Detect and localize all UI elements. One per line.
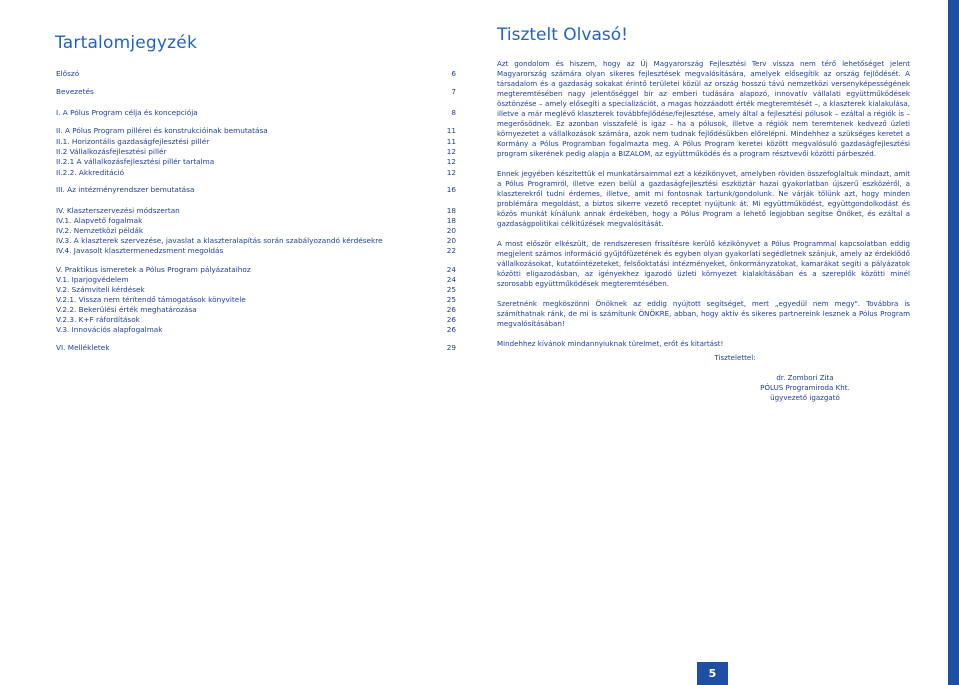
toc-entry-label: V.2.2. Bekerülési érték meghatározása xyxy=(56,305,197,314)
toc-entry-page: 24 xyxy=(446,275,456,284)
toc-entry-label: V.3. Innovációs alapfogalmak xyxy=(56,325,163,334)
toc-entry[interactable] xyxy=(56,206,456,216)
toc-entry[interactable] xyxy=(56,275,456,285)
toc-entry-page: 18 xyxy=(446,206,456,215)
toc-entry[interactable] xyxy=(56,315,456,325)
toc-entry-label: V.2.3. K+F ráfordítások xyxy=(56,315,140,324)
toc-entry[interactable] xyxy=(56,87,456,97)
toc-entry-page: 26 xyxy=(446,325,456,334)
toc-entry-page: 8 xyxy=(451,108,456,117)
toc-entry-label: IV.1. Alapvető fogalmak xyxy=(56,216,143,225)
toc-entry-label: II.2.2. Akkreditáció xyxy=(56,168,125,177)
toc-entry-page: 7 xyxy=(451,87,456,96)
toc-entry-label: IV.3. A klaszterek szervezése, javaslat a klaszteralapítás során szabályozandó kérdésekre xyxy=(56,236,383,245)
toc-entry-label: II. A Pólus Program pillérei és konstrukcióinak bemutatása xyxy=(56,126,268,135)
toc-entry-page: 26 xyxy=(446,305,456,314)
toc-entry-label: III. Az intézményrendszer bemutatása xyxy=(56,185,195,194)
letter-body xyxy=(497,59,910,359)
toc-entry-label: Bevezetés xyxy=(56,87,94,96)
letter-page xyxy=(480,0,959,685)
toc-entry-page: 24 xyxy=(446,265,456,274)
toc-entry-page: 20 xyxy=(446,236,456,245)
toc-entry[interactable] xyxy=(56,305,456,315)
toc-entry-page: 25 xyxy=(446,295,456,304)
toc-entry-label: I. A Pólus Program célja és koncepciója xyxy=(56,108,198,117)
toc-entry[interactable] xyxy=(56,69,456,79)
toc-entry[interactable] xyxy=(56,226,456,236)
letter-paragraph: Ennek jegyében készítettük el munkatársaimmal ezt a kézikönyvet, amelyben röviden összefoglaltuk mindazt, amit a Pólus Programról, illetve ezen belül a gazdaságfejlesztési eszköztár hazai gyakorlatban újszerű eszközéről, a klaszterekről tudni érdemes, illetve, amit mi fontosnak tartunk/gondolunk. Ne várják tőlünk azt, hogy minden problémára megoldást, a biztos sikerre vezető receptet nyújtunk át. Mi együttműködést, együttgondolkodást és közös munkát kínálunk annak érdekében, hogy a Pólus Program a lehető legjobban segítse Önöket, és ezáltal a gazdaságpolitikai célkitűzések megvalósítását. xyxy=(497,169,910,228)
toc-entry[interactable] xyxy=(56,168,456,178)
toc-entry[interactable] xyxy=(56,246,456,256)
edge-accent-bar xyxy=(948,0,959,685)
toc-entry-page: 6 xyxy=(451,69,456,78)
toc-entry[interactable] xyxy=(56,295,456,305)
toc-entry-label: IV.2. Nemzetközi példák xyxy=(56,226,144,235)
toc-entry-page: 26 xyxy=(446,315,456,324)
toc-entry-label: Előszó xyxy=(56,69,80,78)
letter-paragraph: A most először elkészült, de rendszeresen frissítésre kerülő kézikönyvet a Pólus Programmal kapcsolatban eddig megjelent számos információ gyűjtőfüzetének és egyben olyan gyakorlati segédletnek szánjuk, amely az érdeklődő vállalkozásokat, kutatóintézeteket, felsőoktatási intézményeket, önkormányzatokat, kamarákat segíti a pályázatok közötti eligazodásban, az igényekhez igazodó üzleti környezet kialakításában és a szereplők közötti minél szorosabb együttműködések megteremtésében. xyxy=(497,239,910,288)
closing-text: Tisztelettel: xyxy=(714,353,756,362)
toc-title: Tartalomjegyzék xyxy=(55,33,198,53)
letter-title: Tisztelt Olvasó! xyxy=(497,25,628,45)
toc-entry-page: 12 xyxy=(446,157,456,166)
toc-entry[interactable] xyxy=(56,325,456,335)
toc-entry-label: V.1. Iparjogvédelem xyxy=(56,275,129,284)
page-number: 5 xyxy=(697,662,728,685)
toc-entry-page: 22 xyxy=(446,246,456,255)
toc-entry[interactable] xyxy=(56,236,456,246)
toc-entry[interactable] xyxy=(56,265,456,275)
toc-entry[interactable] xyxy=(56,216,456,226)
signature-block xyxy=(480,353,959,403)
toc-entry-label: II.2.1 A vállalkozásfejlesztési pillér tartalma xyxy=(56,157,215,166)
toc-entry-label: VI. Mellékletek xyxy=(56,343,110,352)
toc-entry-page: 16 xyxy=(446,185,456,194)
toc-entry-label: V.2.1. Vissza nem térítendő támogatások könyvitele xyxy=(56,295,246,304)
toc-entry-page: 29 xyxy=(446,343,456,352)
toc-entry[interactable] xyxy=(56,285,456,295)
toc-entry-label: V. Praktikus ismeretek a Pólus Program pályázataihoz xyxy=(56,265,251,274)
toc-entry[interactable] xyxy=(56,126,456,136)
signer-role: ügyvezető igazgató xyxy=(770,393,840,402)
toc-entry-page: 12 xyxy=(446,147,456,156)
toc-entry[interactable] xyxy=(56,185,456,195)
toc-entry[interactable] xyxy=(56,147,456,157)
letter-paragraph: Azt gondolom és hiszem, hogy az Új Magyarország Fejlesztési Terv vissza nem térő lehetőséget jelent Magyarország számára olyan sikeres fejlesztések megvalósítására, amelyek elősegítik az ország fejlődését. A társadalom és a gazdaság sokakat érintő területei közül az ország hosszú távú nemzetközi versenyképességének megteremtésében nagy jelentőséggel bír az emberi tudására alapozó, innovatív vállalati együttműködések ösztönzése – amely elősegíti a specializációt, a magas hozzáadott érték megteremtését –, a klaszterek kialakulása, illetve a már meglévő klaszterek továbbfejlődése/fejlesztése, amely által a fejlesztési pólusok – ezáltal a régiók is – megerősödnek. Ez azonban visszafelé is igaz – ha a pólusok, illetve a régiók nem teremtenek kedvező üzleti környezetet a vállalkozások számára, azok nem tudnak fejlődésükben előrelépni. Mindehhez a szükséges keretet a Kormány a Pólus Programban fogalmazta meg. A Pólus Program keretei között megvalósuló gazdaságfejlesztési program sikerének pedig alapja a BIZALOM, az együttműködés és a program résztvevői közötti párbeszéd. xyxy=(497,59,910,158)
toc-entry[interactable] xyxy=(56,157,456,167)
toc-entry-page: 20 xyxy=(446,226,456,235)
signer-organization: PÓLUS Programiroda Kht. xyxy=(760,383,850,392)
toc-entry-page: 11 xyxy=(446,137,456,146)
toc-entry-label: IV. Klaszterszervezési módszertan xyxy=(56,206,180,215)
toc-entry[interactable] xyxy=(56,108,456,118)
toc-entry-page: 11 xyxy=(446,126,456,135)
signer-name: dr. Zombori Zita xyxy=(776,373,834,382)
toc-entry-page: 18 xyxy=(446,216,456,225)
toc-entry[interactable] xyxy=(56,343,456,353)
toc-entry-label: II.2 Vállalkozásfejlesztési pillér xyxy=(56,147,167,156)
toc-entry-page: 12 xyxy=(446,168,456,177)
letter-paragraph: Szeretnénk megköszönni Önöknek az eddig nyújtott segítséget, mert „egyedül nem megy". Továbbra is számíthatnak ránk, de mi is számítunk ÖNÖKRE, abban, hogy aktív és sikeres partnereink lesznek a Pólus Program megvalósításában! xyxy=(497,299,910,328)
toc-entry-label: IV.4. Javasolt klasztermenedzsment megoldás xyxy=(56,246,224,255)
toc-entry-label: V.2. Számviteli kérdések xyxy=(56,285,145,294)
toc-entry[interactable] xyxy=(56,137,456,147)
toc-entry-page: 25 xyxy=(446,285,456,294)
letter-paragraph: Mindehhez kívánok mindannyiuknak türelmet, erőt és kitartást! xyxy=(497,339,724,348)
toc-entry-label: II.1. Horizontális gazdaságfejlesztési pillér xyxy=(56,137,210,146)
